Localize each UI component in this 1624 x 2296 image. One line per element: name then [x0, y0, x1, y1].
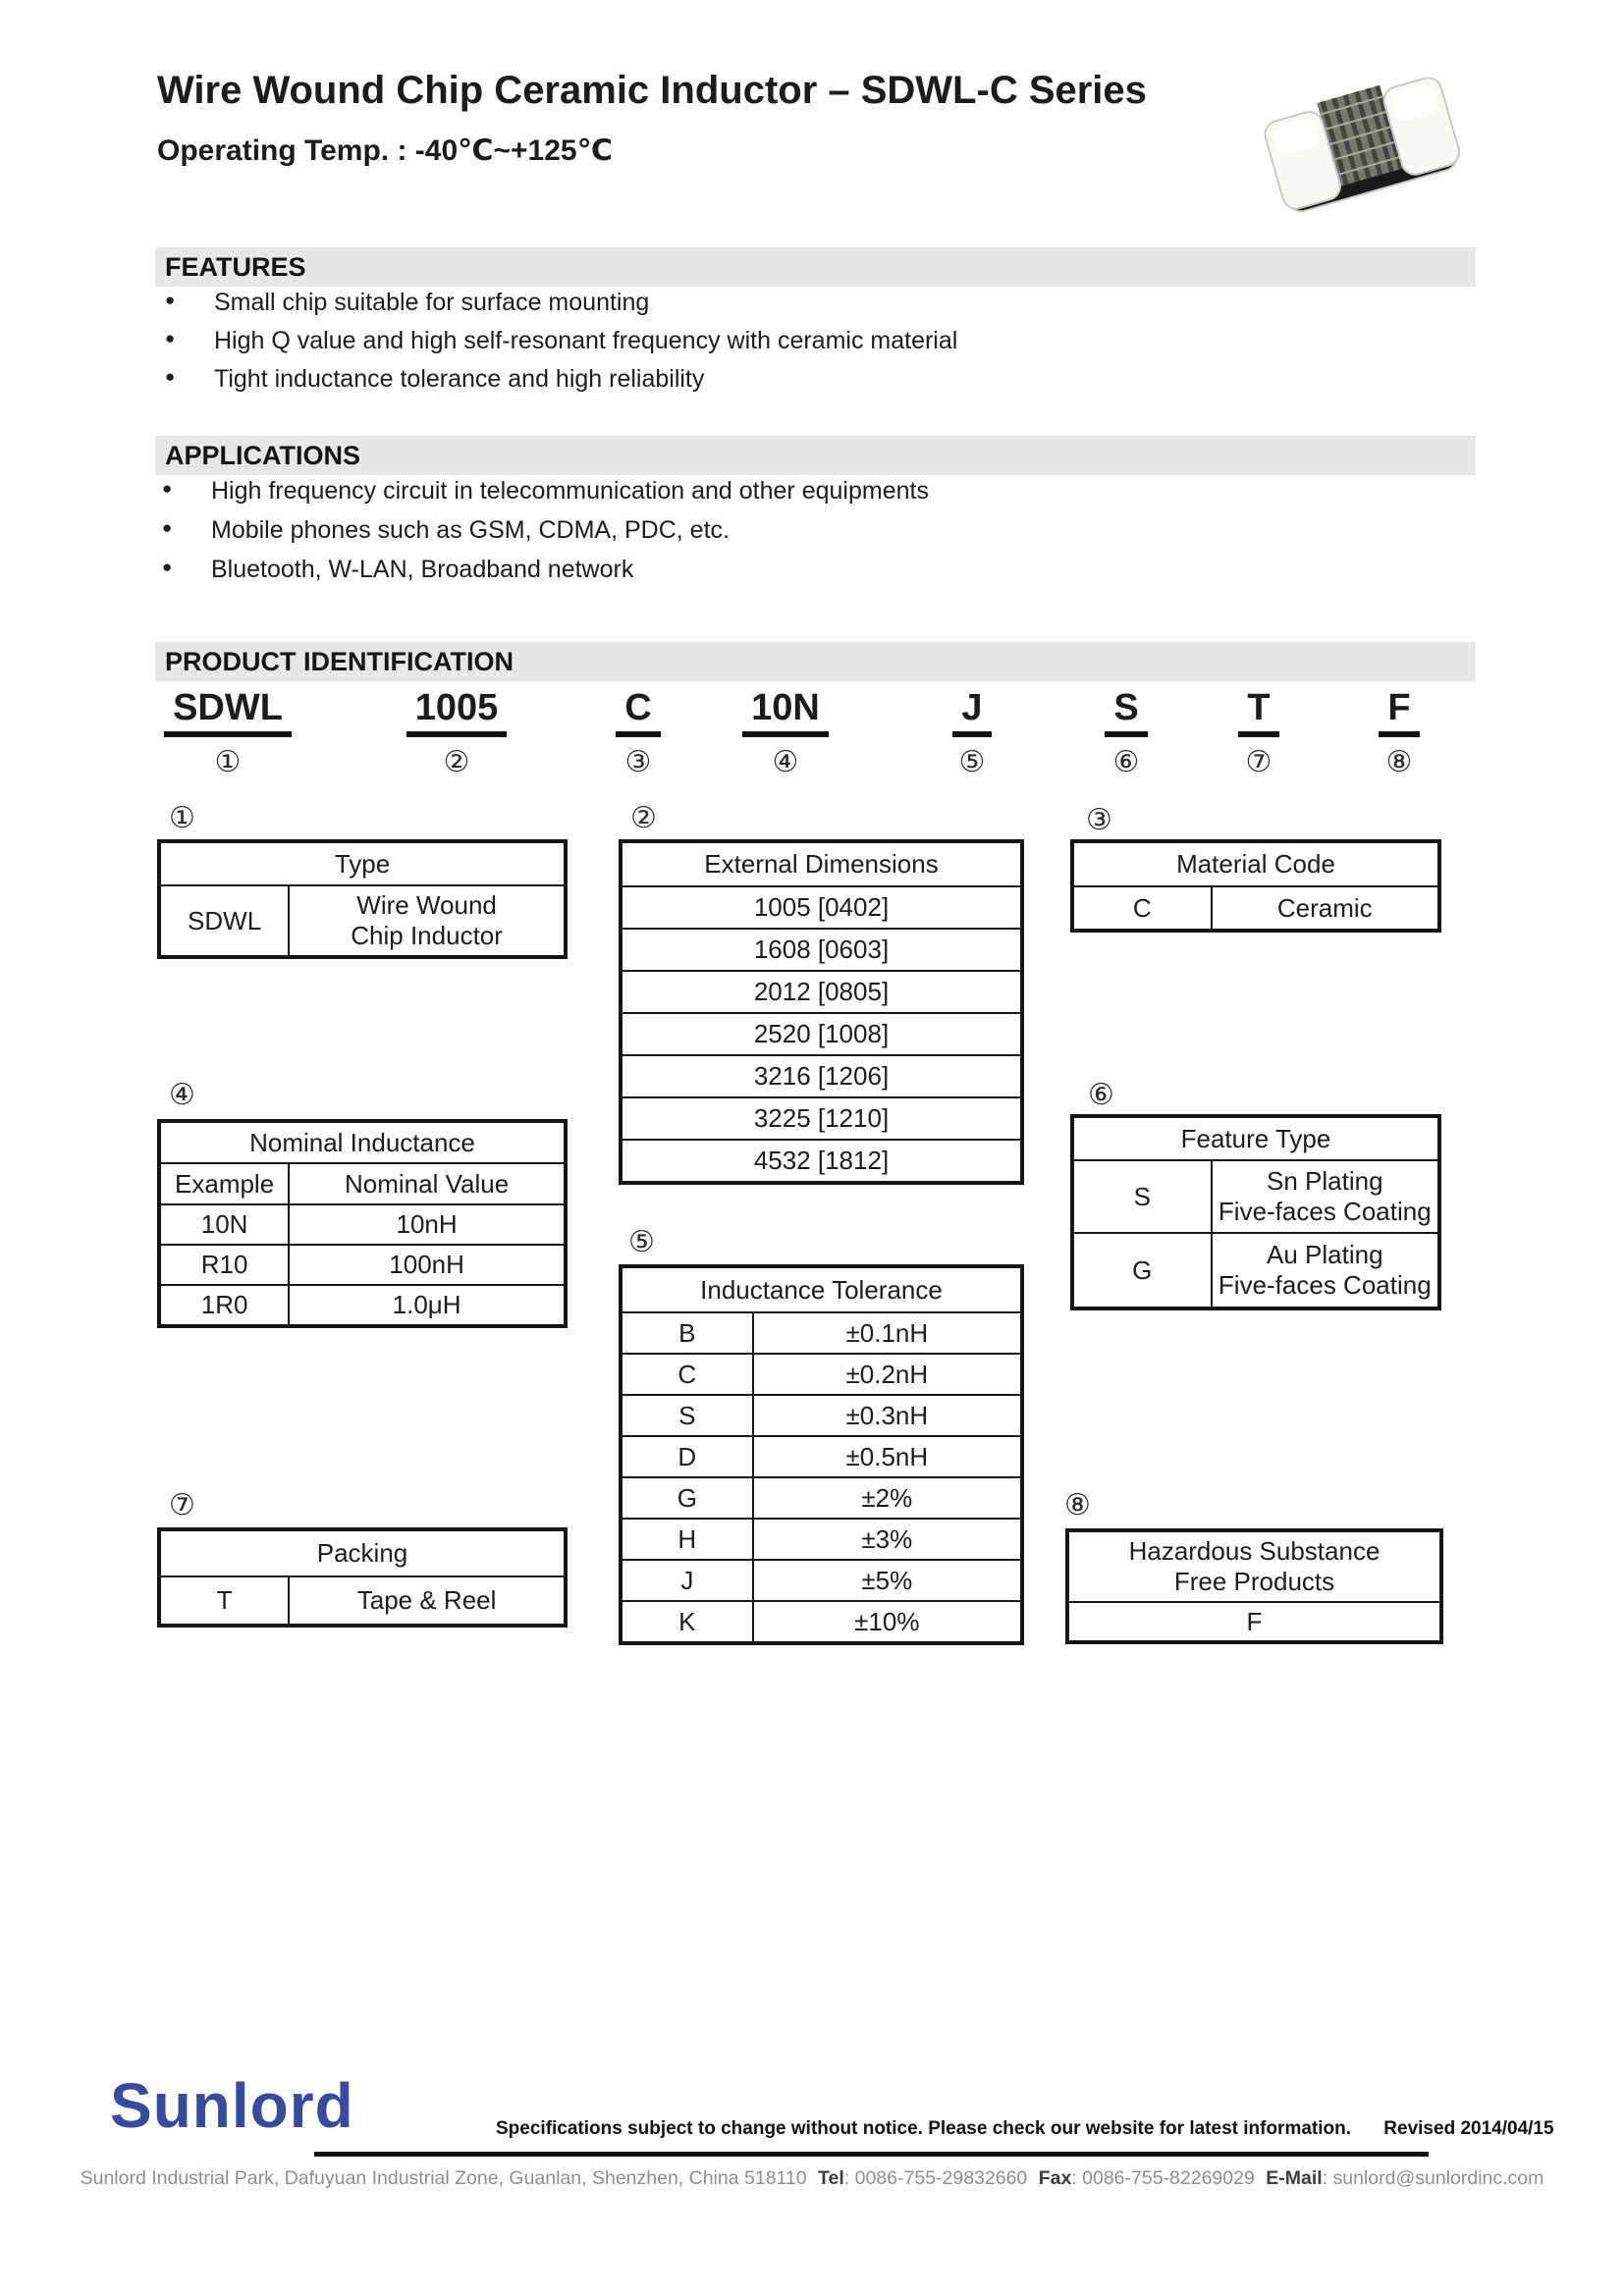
- footer-note: [496, 2118, 1554, 2140]
- table-header: Packing: [316, 1538, 408, 1568]
- code-part-hazardous: [1316, 687, 1483, 779]
- table-header: Type: [334, 848, 391, 879]
- column-header: Nominal Value: [345, 1168, 510, 1199]
- table-cell: ±10%: [854, 1606, 920, 1636]
- feature-line: Au Plating: [1267, 1240, 1383, 1269]
- code-value: C: [616, 687, 660, 737]
- bullet-icon: ●: [165, 367, 176, 386]
- sunlord-logo: Sunlord: [110, 2070, 354, 2141]
- table-cell: Wire Wound Chip Inductor: [351, 890, 503, 950]
- list-item: [165, 365, 704, 394]
- hazardous-table: [1065, 1528, 1443, 1644]
- header-line: Hazardous Substance: [1128, 1536, 1380, 1566]
- table-label: ③: [1086, 803, 1112, 837]
- code-value: F: [1379, 687, 1419, 737]
- code-value: 10N: [742, 687, 829, 737]
- table-label: ⑦: [169, 1488, 195, 1522]
- code-part-dimensions: [373, 687, 540, 779]
- material-code-table: [1070, 839, 1441, 933]
- table-label: ⑧: [1064, 1488, 1091, 1522]
- table-header: External Dimensions: [704, 849, 939, 879]
- bullet-icon: ●: [165, 291, 176, 309]
- code-part-material: [555, 687, 722, 779]
- feature-text: Small chip suitable for surface mounting: [214, 289, 650, 316]
- table-cell: H: [623, 1520, 754, 1559]
- list-item: [162, 477, 929, 506]
- table-cell: F: [1246, 1606, 1263, 1636]
- table-label: ②: [630, 801, 657, 835]
- product-photo: [1259, 49, 1465, 236]
- table-cell: G: [623, 1478, 754, 1518]
- table-cell: 100nH: [389, 1250, 464, 1279]
- table-cell: 1005 [0402]: [753, 892, 890, 922]
- email-value: : sunlord@sunlordinc.com: [1322, 2167, 1544, 2189]
- feature-line: Five-faces Coating: [1218, 1197, 1432, 1226]
- footer-address: [0, 2167, 1624, 2190]
- packing-table: [157, 1527, 568, 1628]
- table-cell: 2012 [0805]: [753, 977, 890, 1006]
- bullet-icon: ●: [165, 329, 176, 347]
- table-cell: ±2%: [861, 1482, 913, 1513]
- code-value: S: [1105, 687, 1147, 737]
- circled-number: ③: [624, 745, 652, 779]
- feature-text: Tight inductance tolerance and high reliability: [214, 365, 705, 393]
- spec-note: Specifications subject to change without notice. Please check our website for latest information.: [496, 2118, 1352, 2139]
- header-line: Free Products: [1173, 1567, 1335, 1596]
- feature-line: Five-faces Coating: [1218, 1270, 1432, 1300]
- table-cell: J: [623, 1561, 754, 1600]
- table-cell: 10nH: [396, 1209, 458, 1239]
- feature-text: High Q value and high self-resonant frequency with ceramic material: [214, 327, 958, 354]
- email-label: E-Mail: [1266, 2167, 1323, 2189]
- circled-number: ⑥: [1112, 745, 1140, 779]
- circled-number: ①: [214, 745, 242, 779]
- table-label: ⑥: [1088, 1078, 1114, 1112]
- table-cell: [1213, 1161, 1437, 1232]
- revision-date: Revised 2014/04/15: [1383, 2118, 1554, 2139]
- application-text: Bluetooth, W-LAN, Broadband network: [211, 556, 634, 583]
- table-cell: ±0.1nH: [845, 1317, 929, 1348]
- inductance-tolerance-table: [619, 1264, 1024, 1645]
- table-cell: K: [623, 1602, 754, 1641]
- table-cell: 3225 [1210]: [753, 1103, 890, 1133]
- application-text: High frequency circuit in telecommunication and other equipments: [211, 477, 929, 505]
- table-cell: C: [1074, 887, 1213, 929]
- table-header: Feature Type: [1180, 1123, 1331, 1153]
- tel-value: : 0086-755-29832660: [843, 2167, 1028, 2189]
- external-dimensions-table: [619, 839, 1024, 1185]
- fax-value: : 0086-755-82269029: [1071, 2167, 1255, 2189]
- table-cell: ±0.2nH: [845, 1359, 929, 1389]
- list-item: [162, 516, 730, 545]
- table-cell: ±0.5nH: [845, 1441, 929, 1471]
- tel-label: Tel: [818, 2167, 844, 2189]
- table-cell: SDWL: [161, 886, 290, 955]
- list-item: [165, 327, 957, 355]
- address-text: Sunlord Industrial Park, Dafuyuan Industrial Zone, Guanlan, Shenzhen, China 518110: [80, 2167, 807, 2189]
- table-label: ④: [169, 1078, 195, 1112]
- bullet-icon: ●: [162, 479, 173, 498]
- table-cell: Ceramic: [1276, 892, 1373, 923]
- table-cell: S: [623, 1396, 754, 1435]
- operating-temp: Operating Temp. : -40℃~+125℃: [157, 134, 613, 167]
- table-cell: S: [1074, 1161, 1213, 1232]
- type-table: [157, 839, 568, 959]
- code-value: 1005: [406, 687, 508, 737]
- code-part-inductance: [702, 687, 869, 779]
- table-label: ①: [169, 801, 195, 835]
- bullet-icon: ●: [162, 558, 173, 576]
- bullet-icon: ●: [162, 518, 173, 537]
- table-label: ⑤: [628, 1225, 655, 1259]
- table-cell: C: [623, 1355, 754, 1394]
- table-cell: Tape & Reel: [356, 1585, 497, 1615]
- circled-number: ⑤: [958, 745, 986, 779]
- application-text: Mobile phones such as GSM, CDMA, PDC, etc.: [211, 516, 730, 544]
- table-cell: G: [1074, 1234, 1213, 1307]
- table-cell: [1213, 1234, 1437, 1307]
- circled-number: ⑧: [1385, 745, 1413, 779]
- table-header: Inductance Tolerance: [700, 1274, 943, 1305]
- code-value: SDWL: [164, 687, 292, 737]
- table-header: Nominal Inductance: [249, 1127, 475, 1157]
- code-part-tolerance: [889, 687, 1056, 779]
- nominal-inductance-table: [157, 1119, 568, 1328]
- column-header: Example: [161, 1164, 290, 1203]
- table-cell: 10N: [161, 1205, 290, 1244]
- table-cell: 4532 [1812]: [753, 1146, 890, 1175]
- table-header: [1069, 1532, 1439, 1601]
- code-part-type: [144, 687, 311, 779]
- circled-number: ⑦: [1245, 745, 1272, 779]
- product-identification-heading: PRODUCT IDENTIFICATION: [155, 642, 1476, 681]
- table-cell: T: [161, 1577, 290, 1624]
- table-header: Material Code: [1176, 849, 1335, 879]
- list-item: [165, 289, 649, 317]
- table-cell: 1R0: [161, 1286, 290, 1324]
- page-title: Wire Wound Chip Ceramic Inductor – SDWL-C Series: [157, 69, 1147, 112]
- code-value: J: [952, 687, 991, 737]
- table-cell: ±0.3nH: [845, 1400, 929, 1430]
- circled-number: ②: [443, 745, 470, 779]
- table-cell: D: [623, 1437, 754, 1476]
- inductor-chip-illustration: [1259, 49, 1465, 236]
- circled-number: ④: [772, 745, 799, 779]
- table-cell: B: [623, 1313, 754, 1353]
- code-value: T: [1238, 687, 1278, 737]
- table-cell: 3216 [1206]: [753, 1061, 890, 1091]
- table-cell: ±3%: [861, 1523, 913, 1554]
- features-heading: FEATURES: [155, 247, 1476, 287]
- table-cell: ±5%: [861, 1565, 913, 1595]
- table-cell: 1608 [0603]: [753, 934, 890, 964]
- applications-heading: APPLICATIONS: [155, 436, 1476, 475]
- feature-line: Sn Plating: [1267, 1166, 1383, 1196]
- table-cell: R10: [161, 1246, 290, 1284]
- footer-divider: [314, 2152, 1429, 2157]
- table-cell: 1.0μH: [392, 1290, 461, 1319]
- table-cell: 2520 [1008]: [753, 1019, 890, 1048]
- fax-label: Fax: [1038, 2167, 1072, 2189]
- feature-type-table: [1070, 1114, 1441, 1310]
- list-item: [162, 556, 633, 584]
